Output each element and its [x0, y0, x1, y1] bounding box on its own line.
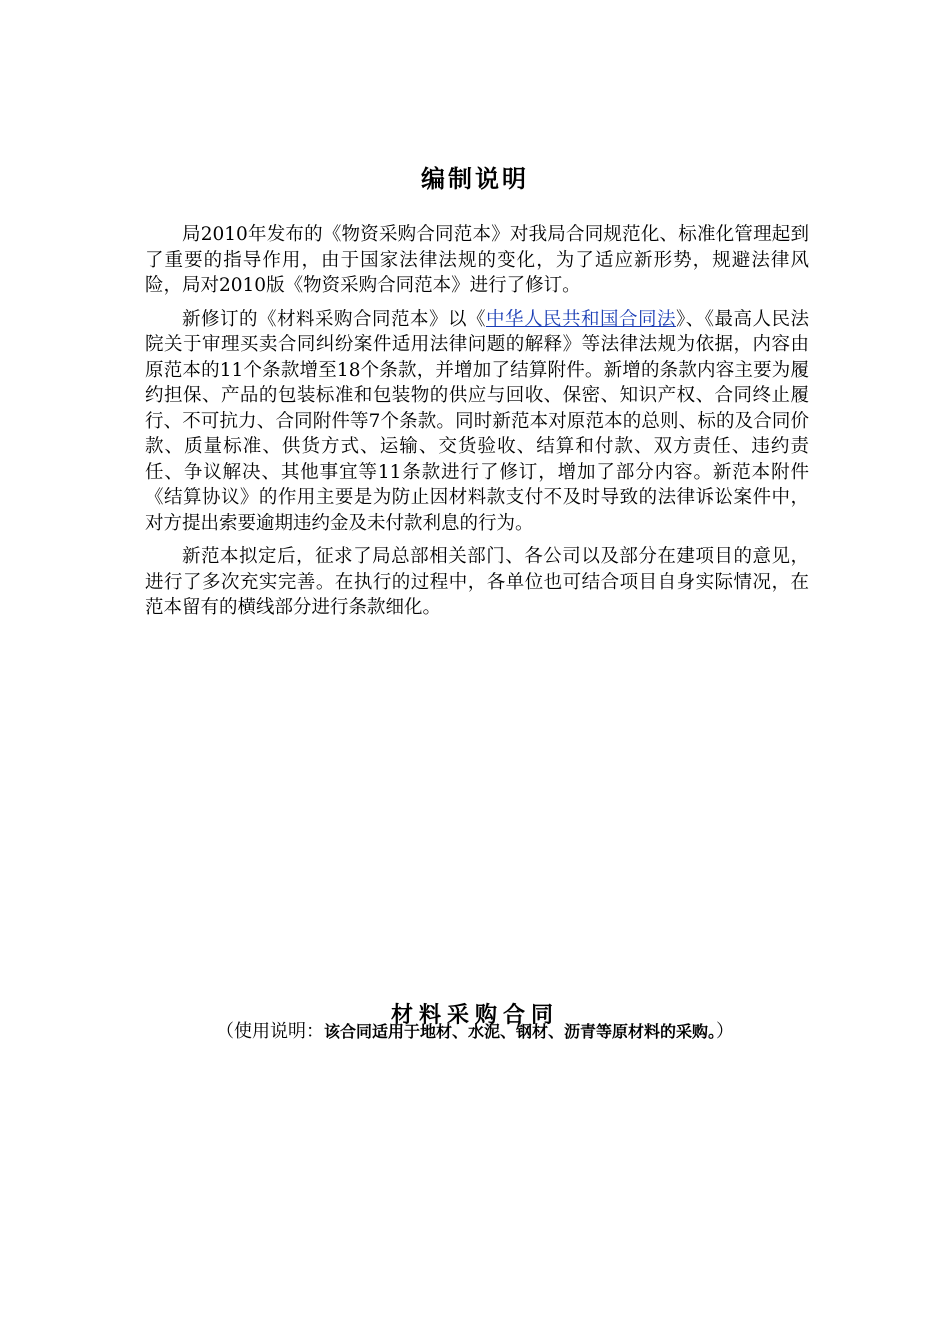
paragraph-2-intro: 新修订的《材料采购合同范本》以《: [182, 308, 486, 330]
usage-note-body: 该合同适用于地材、水泥、钢材、沥青等原材料的采购。: [323, 1022, 716, 1041]
usage-note-prefix: （使用说明：: [215, 1021, 324, 1042]
usage-note: [0, 1019, 950, 1045]
contract-law-link[interactable]: 中华人民共和国合同法: [485, 308, 676, 330]
paragraph-3: 新范本拟定后，征求了局总部相关部门、各公司以及部分在建项目的意见，进行了多次充实完善。在执行的过程中，各单位也可结合项目自身实际情况，在范本留有的横线部分进行条款细化。: [145, 546, 809, 618]
paragraph-2-rest: 》、《最高人民法院关于审理买卖合同纠纷案件适用法律问题的解释》等法律法规为依据，内容由原范本的11个条款增至18个条款，并增加了结算附件。新增的条款内容主要为履约担保、产品的包装标准和包装物的供应与回收、保密、知识产权、合同终止履行、不可抗力、合同附件等7个条款。同时新范本对原范本的总则、标的及合同价款、质量标准、供货方式、运输、交货验收、结算和付款、双方责任、违约责任、争议解决、其他事宜等11条款进行了修订，增加了部分内容。新范本附件《结算协议》的作用主要是为防止因材料款支付不及时导致的法律诉讼案件中，对方提出索要逾期违约金及未付款利息的行为。: [145, 308, 809, 534]
paragraph-1: 局2010年发布的《物资采购合同范本》对我局合同规范化、标准化管理起到了重要的指导作用，由于国家法律法规的变化，为了适应新形势，规避法律风险，局对2010版《物资采购合同范本》进行了修订。: [145, 224, 809, 296]
contract-title: 材料采购合同: [390, 1002, 559, 1029]
explanation-title: 编制说明: [421, 165, 529, 194]
usage-note-suffix: ）: [716, 1021, 734, 1042]
explanation-body: [145, 222, 809, 629]
paragraph-2: [145, 307, 809, 537]
